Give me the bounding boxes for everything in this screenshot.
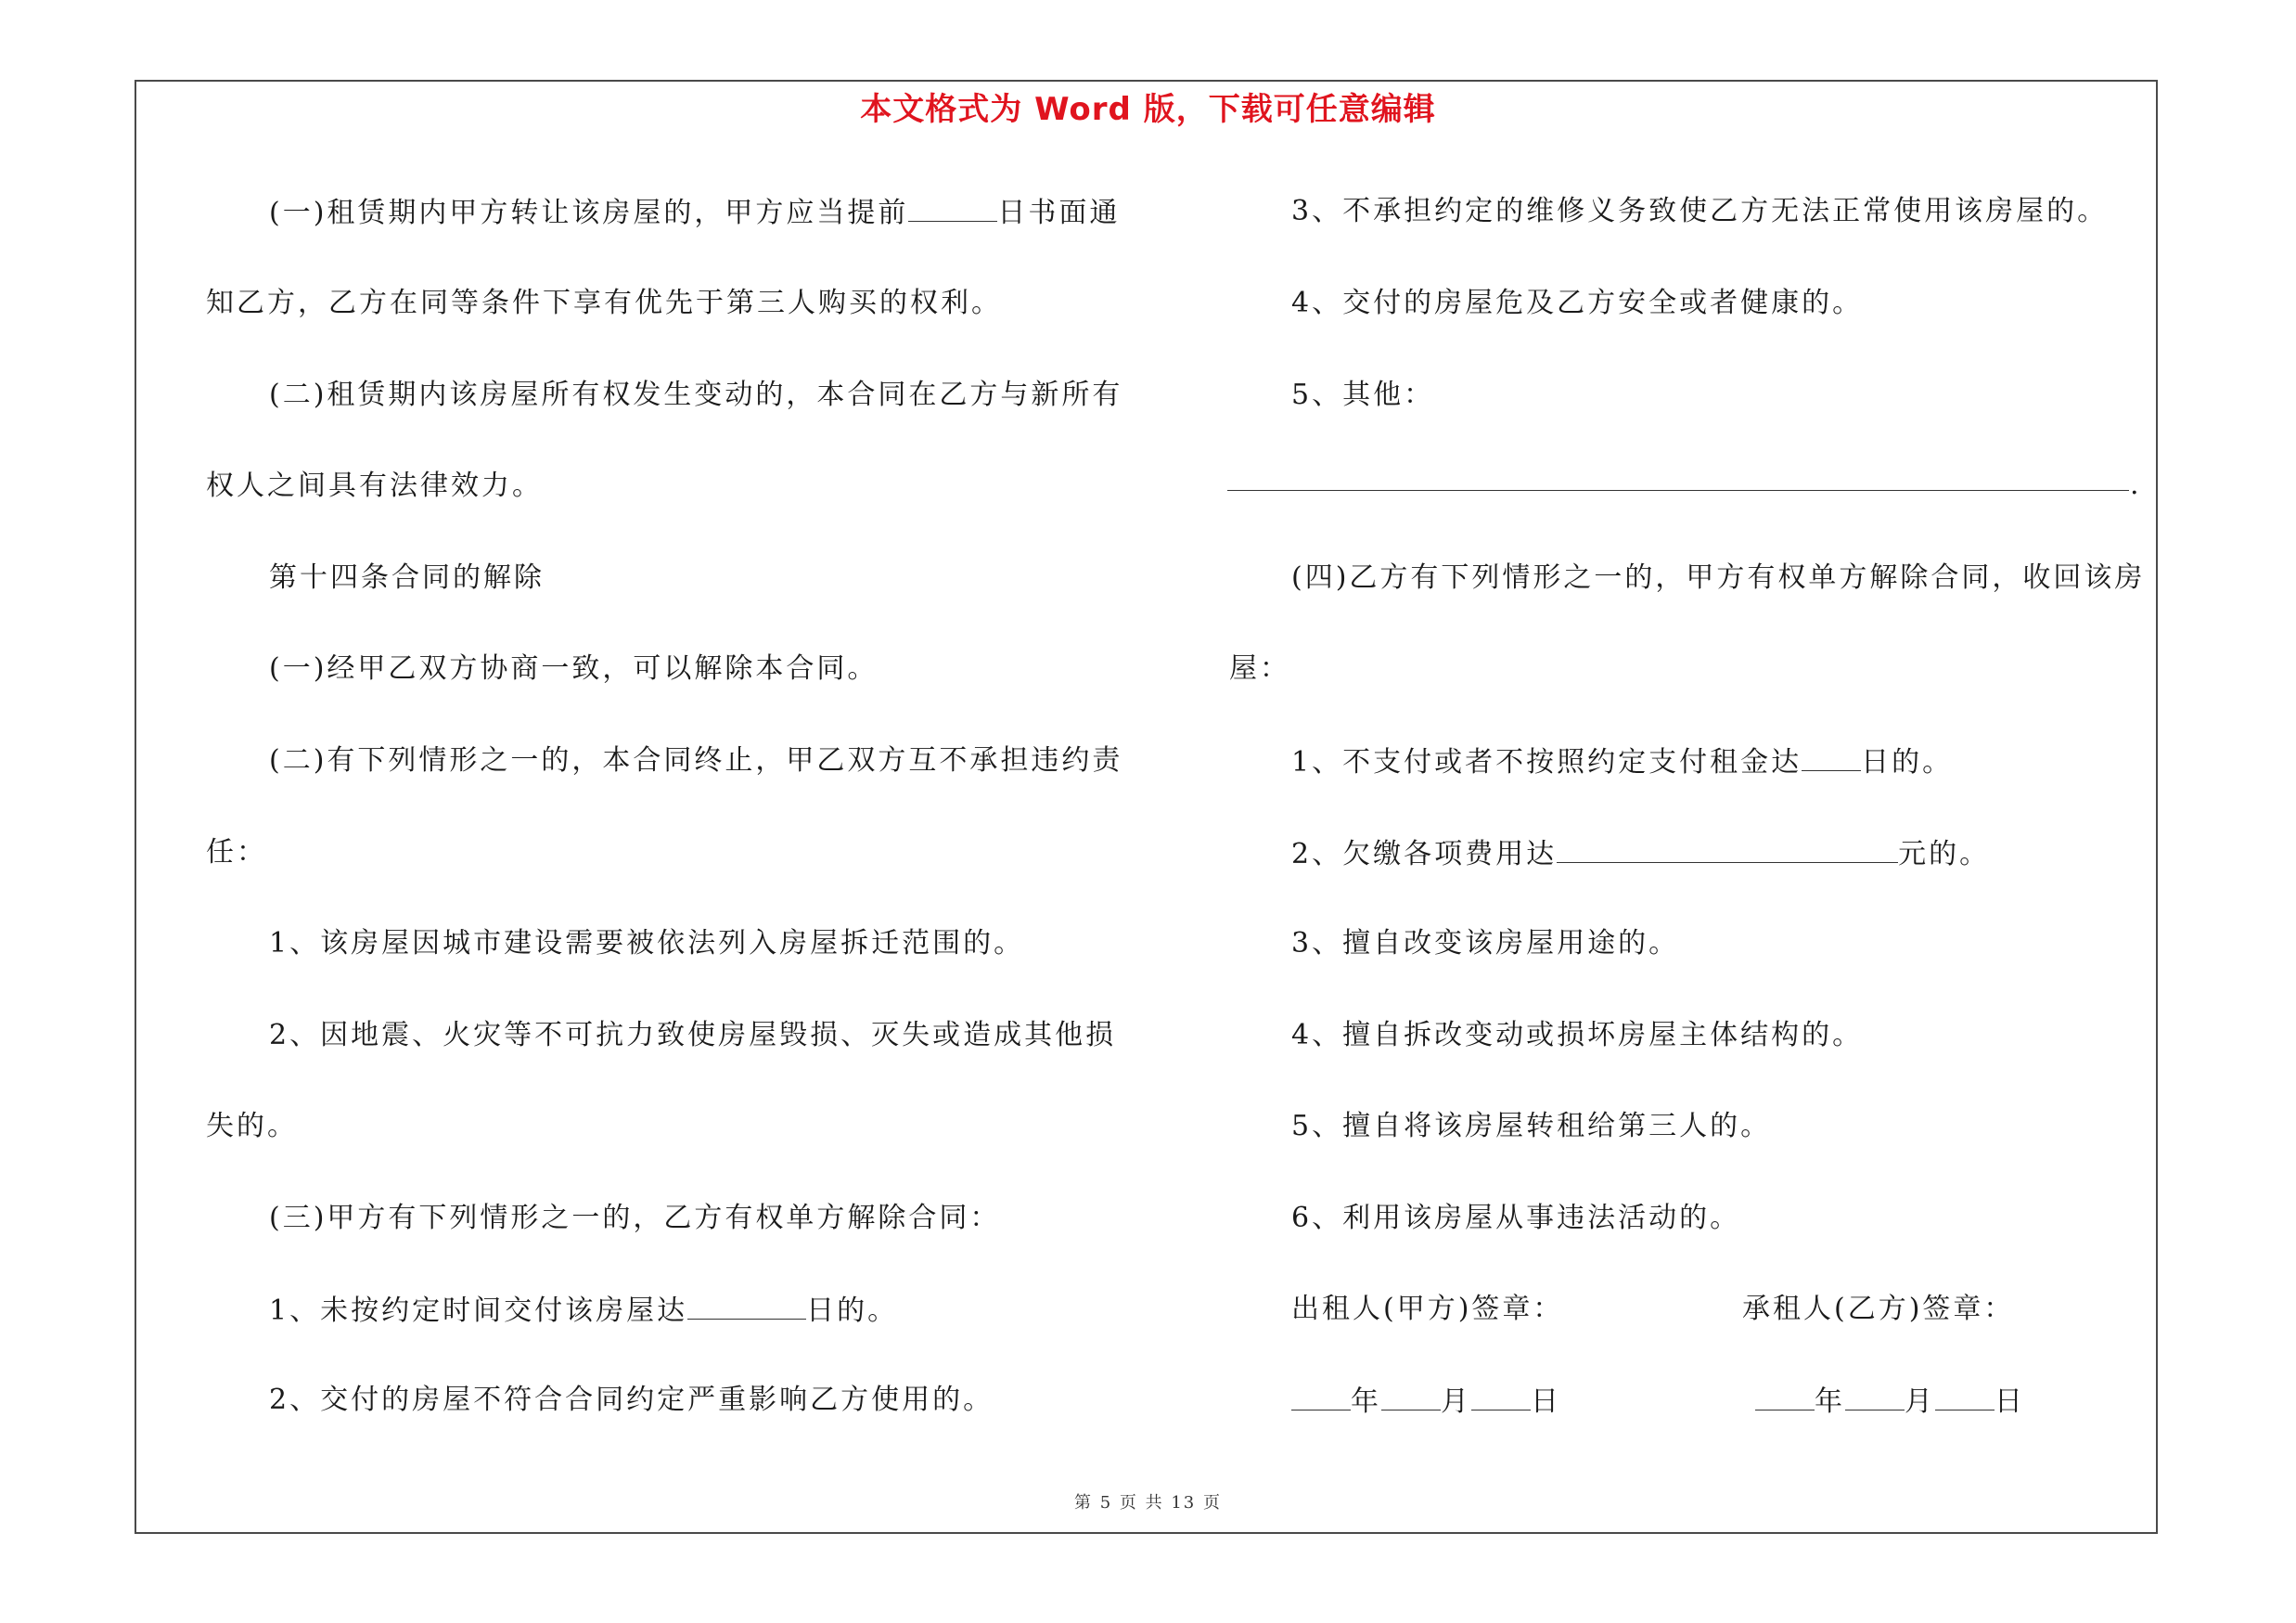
paragraph-line: 2、欠缴各项费用达 元的。	[1291, 834, 1990, 873]
paragraph-line: 1、不支付或者不按照约定支付租金达 日的。	[1291, 742, 1953, 781]
paragraph-line: 屋：	[1229, 652, 1290, 685]
paragraph-line: 知乙方，乙方在同等条件下享有优先于第三人购买的权利。	[206, 287, 1002, 319]
lessee-signature-label: 承租人(乙方)签章：	[1742, 1293, 2015, 1325]
paragraph-line: 6、利用该房屋从事违法活动的。	[1291, 1202, 1741, 1234]
paragraph-line: (一)租赁期内甲方转让该房屋的，甲方应当提前 日书面通	[269, 193, 1120, 232]
lessor-date: 年 月 日	[1291, 1382, 1561, 1421]
paragraph-line: 3、不承担约定的维修义务致使乙方无法正常使用该房屋的。	[1291, 195, 2109, 227]
paragraph-line: 4、交付的房屋危及乙方安全或者健康的。	[1291, 287, 1864, 319]
banner-notice: 本文格式为 Word 版，下载可任意编辑	[860, 91, 1436, 128]
paragraph-line: 2、交付的房屋不符合合同约定严重影响乙方使用的。	[269, 1384, 994, 1416]
paragraph-line: 5、其他：	[1291, 379, 1435, 411]
paragraph-line: 失的。	[206, 1110, 298, 1142]
lessor-signature-label: 出租人(甲方)签章：	[1291, 1293, 1564, 1325]
paragraph-line: 1、该房屋因城市建设需要被依法列入房屋拆迁范围的。	[269, 927, 1025, 960]
paragraph-line: 3、擅自改变该房屋用途的。	[1291, 927, 1680, 960]
paragraph-line: (二)租赁期内该房屋所有权发生变动的，本合同在乙方与新所有	[269, 379, 1123, 411]
section-heading: 第十四条合同的解除	[269, 561, 545, 594]
paragraph-line: (二)有下列情形之一的，本合同终止，甲乙双方互不承担违约责	[269, 744, 1123, 777]
fill-in-line	[1227, 490, 2129, 491]
paragraph-line: 1、未按约定时间交付该房屋达 日的。	[269, 1291, 898, 1330]
paragraph-line: 权人之间具有法律效力。	[206, 470, 543, 502]
fill-in-line-end: .	[2130, 469, 2139, 501]
paragraph-line: (三)甲方有下列情形之一的，乙方有权单方解除合同：	[269, 1202, 1001, 1234]
paragraph-line: (四)乙方有下列情形之一的，甲方有权单方解除合同，收回该房	[1291, 561, 2146, 594]
page-number: 第 5 页 共 13 页	[1074, 1493, 1222, 1513]
paragraph-line: 2、因地震、火灾等不可抗力致使房屋毁损、灭失或造成其他损	[269, 1019, 1117, 1051]
paragraph-line: 4、擅自拆改变动或损坏房屋主体结构的。	[1291, 1019, 1864, 1051]
paragraph-line: 任：	[206, 836, 267, 869]
paragraph-line: (一)经甲乙双方协商一致，可以解除本合同。	[269, 652, 879, 685]
paragraph-line: 5、擅自将该房屋转租给第三人的。	[1291, 1110, 1772, 1142]
lessee-date: 年 月 日	[1755, 1382, 2025, 1421]
